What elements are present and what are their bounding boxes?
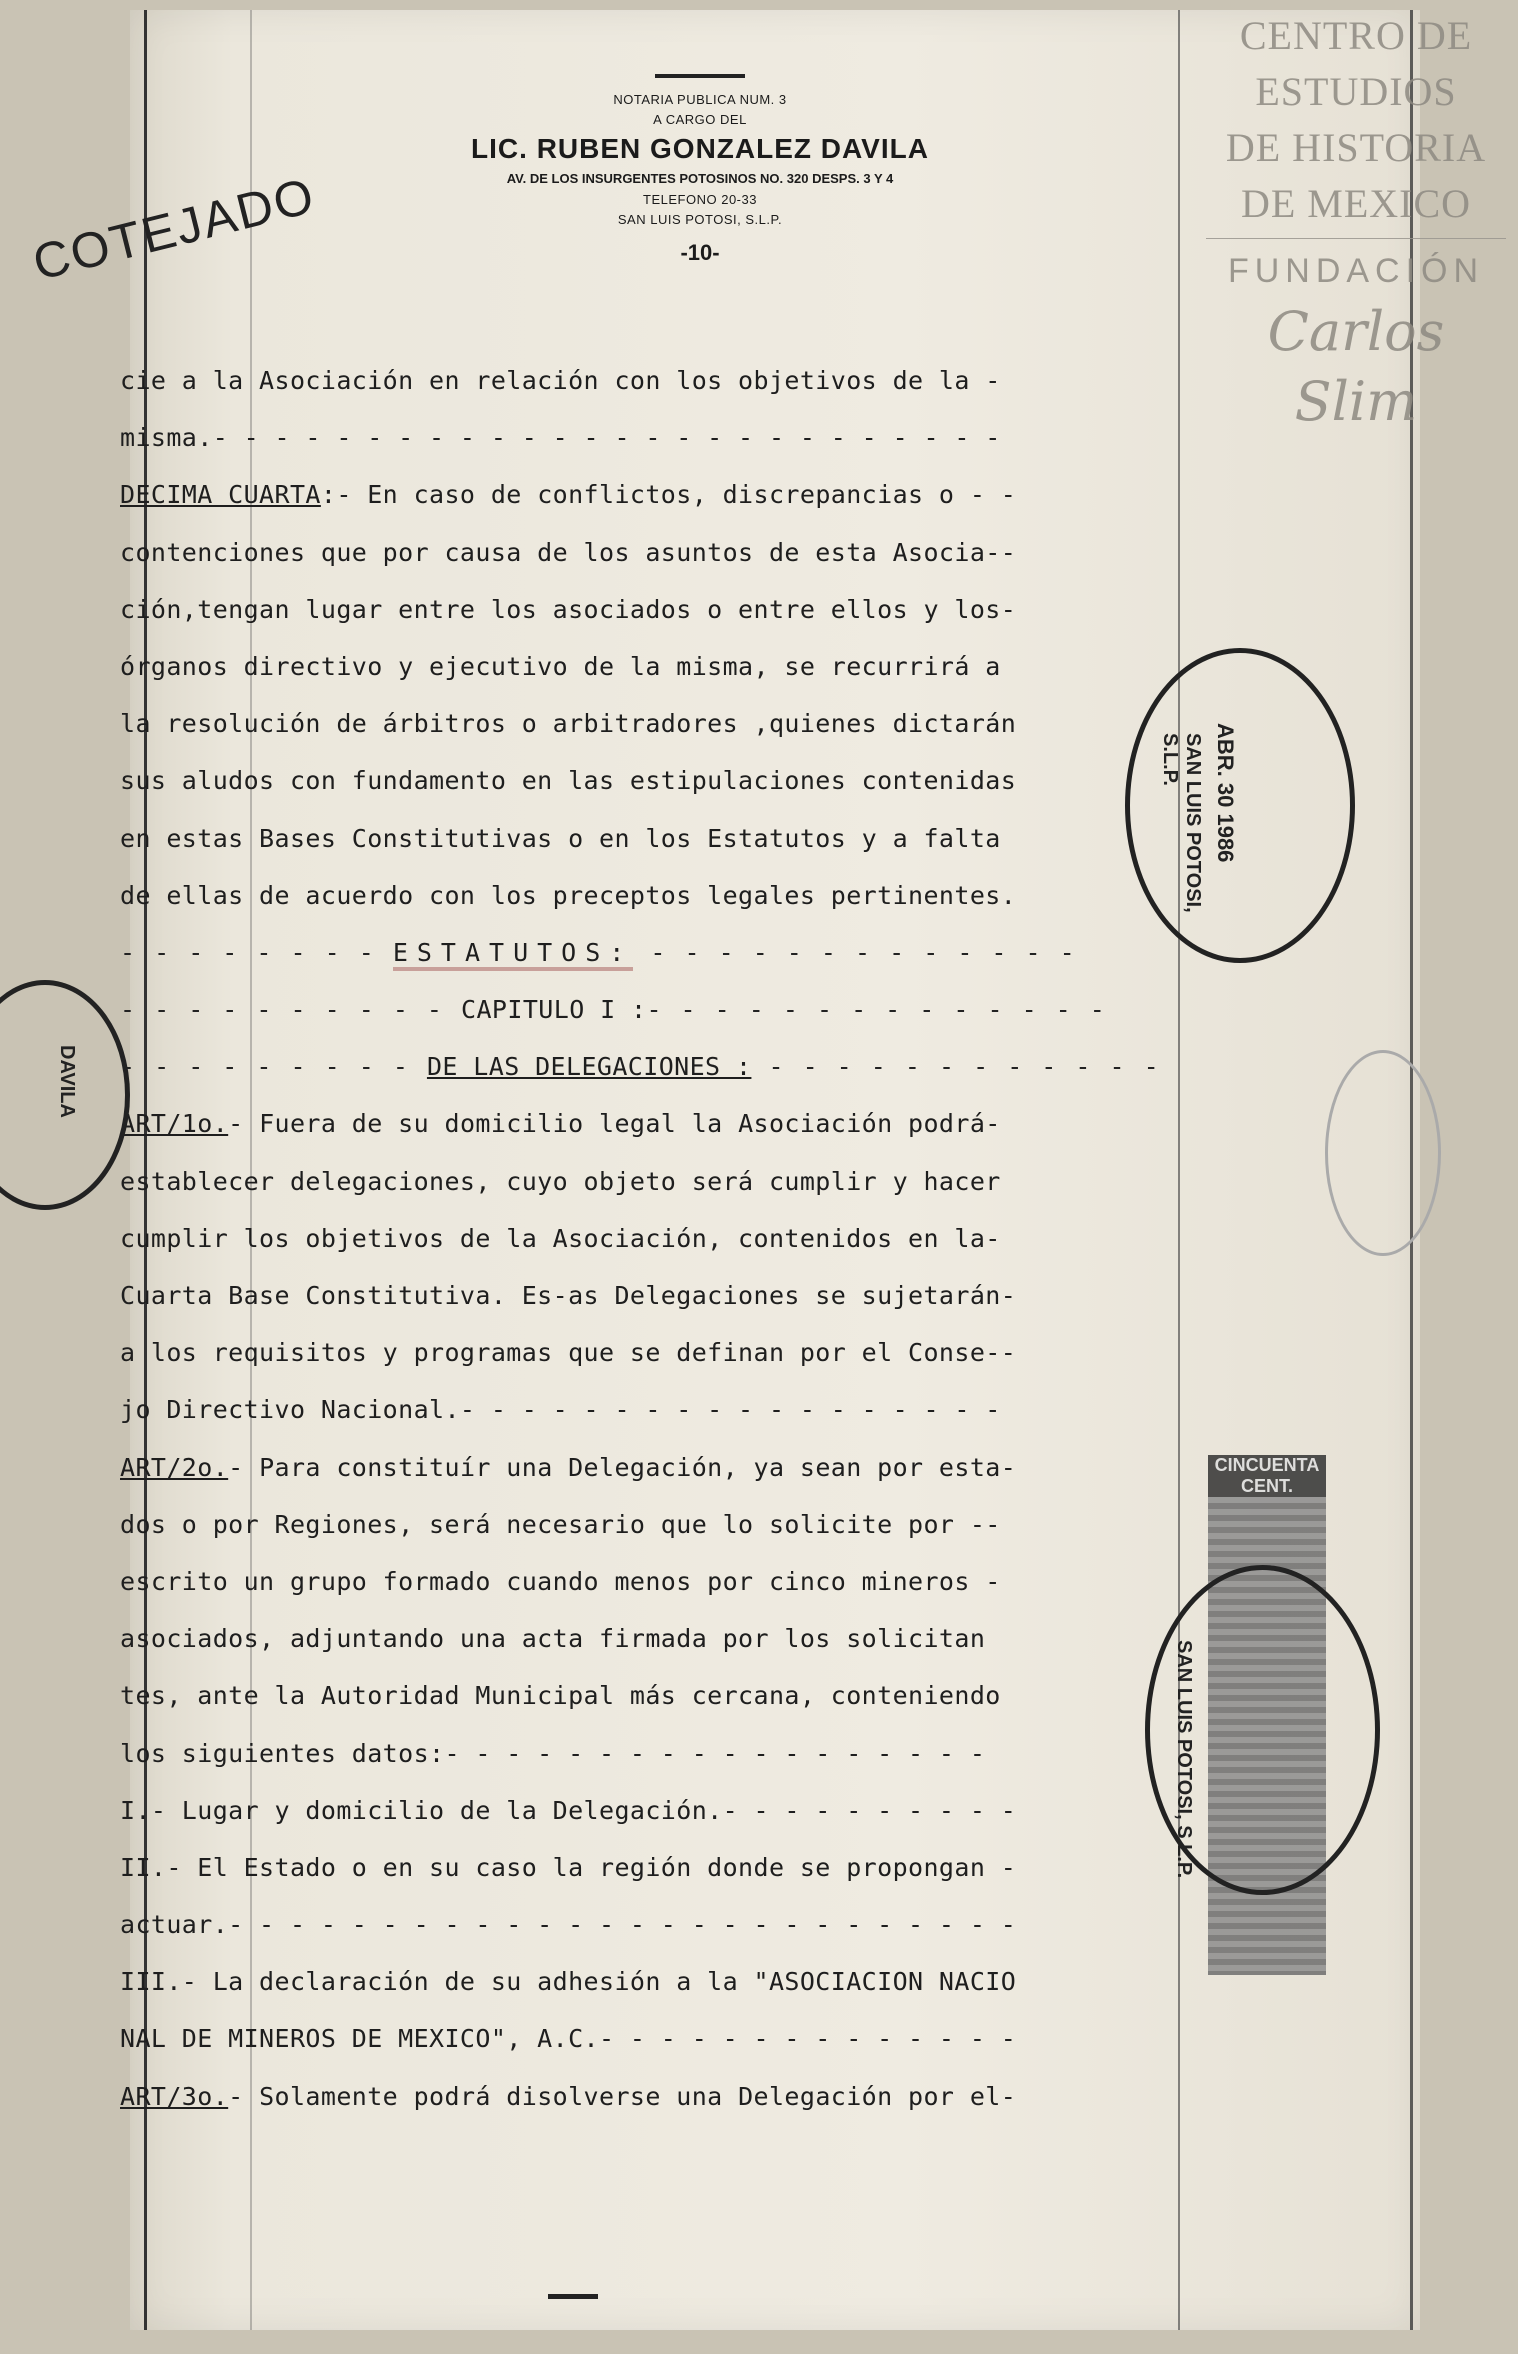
watermark-line: DE HISTORIA <box>1225 125 1487 170</box>
text-line: NAL DE MINEROS DE MEXICO", A.C.- - - - - - - - - - - - - - <box>120 2024 1017 2054</box>
text-line: la resolución de árbitros o arbitradores ,quienes dictarán <box>120 709 1017 739</box>
notary-name: LIC. RUBEN GONZALEZ DAVILA <box>471 133 929 164</box>
revenue-stamp-label: CINCUENTA CENT. <box>1208 1455 1326 1497</box>
estatutos-label: ESTATUTOS: <box>393 938 634 971</box>
watermark-line: CENTRO DE <box>1239 13 1473 58</box>
text-line: establecer delegaciones, cuyo objeto será cumplir y hacer <box>120 1166 1001 1196</box>
text-line: dos o por Regiones, será necesario que lo solicite por -- <box>120 1509 1001 1539</box>
notary-address: AV. DE LOS INSURGENTES POTOSINOS NO. 320 DESPS. 3 Y 4 <box>506 171 894 186</box>
notary-phone: TELEFONO 20-33 <box>643 192 757 207</box>
text-line: en estas Bases Constitutivas o en los Estatutos y a falta <box>120 823 1001 853</box>
dash-fill: - - - - - - - - <box>120 937 393 967</box>
notary-in-charge: A CARGO DEL <box>653 112 747 127</box>
article-text: - Fuera de su domicilio legal la Asociación podrá- <box>228 1109 1001 1139</box>
dash-fill: - - - - - - - - - - - - - <box>633 937 1077 967</box>
article-text: - Para constituír una Delegación, ya sean por esta- <box>228 1452 1017 1482</box>
text-line: ción,tengan lugar entre los asociados o entre ellos y los- <box>120 594 1017 624</box>
text-line <box>120 1095 1180 1152</box>
text-line: misma.- - - - - - - - - - - - - - - - - - - - - - - - - - <box>120 423 1001 453</box>
dash-fill: - - - - - - - - - <box>120 1052 427 1082</box>
notary-office: NOTARIA PUBLICA NUM. 3 <box>613 92 787 107</box>
text-line: jo Directivo Nacional.- - - - - - - - - - - - - - - - - - <box>120 1395 1001 1425</box>
page-number: -10- <box>680 240 720 265</box>
text-line: sus aludos con fundamento en las estipulaciones contenidas <box>120 766 1017 796</box>
watermark-signature: Carlos Slim <box>1267 300 1445 433</box>
text-line: cie a la Asociación en relación con los objetivos de la - <box>120 366 1001 395</box>
text-line: los siguientes datos:- - - - - - - - - - - - - - - - - - <box>120 1738 986 1768</box>
watermark-line: DE MEXICO <box>1240 181 1472 226</box>
estatutos-title <box>393 938 634 971</box>
document-body <box>120 352 1180 2125</box>
letterhead-rule <box>655 74 745 78</box>
clause-text: :- En caso de conflictos, discrepancias o - - <box>320 480 1017 510</box>
notary-seal-top-right <box>1125 648 1355 963</box>
text-line: Cuarta Base Constitutiva. Es-as Delegaciones se sujetarán- <box>120 1281 1017 1310</box>
chapter-subheading <box>120 1038 1180 1095</box>
text-line: III.- La declaración de su adhesión a la "ASOCIACION NACIO <box>120 1967 1017 1997</box>
text-line: a los requisitos y programas que se definan por el Conse-- <box>120 1338 1017 1368</box>
text-line: II.- El Estado o en su caso la región donde se propongan - <box>120 1852 1017 1882</box>
article-heading: ART/1o. <box>120 1109 229 1139</box>
text-line: asociados, adjuntando una acta firmada por los solicitan <box>120 1624 986 1654</box>
text-line: de ellas de acuerdo con los preceptos legales pertinentes. <box>120 880 1017 910</box>
text-line <box>120 2068 1180 2125</box>
text-line: I.- Lugar y domicilio de la Delegación.- - - - - - - - - - <box>120 1795 1017 1825</box>
cotejado-stamp: COTEJADO <box>27 166 321 292</box>
text-line: tes, ante la Autoridad Municipal más cercana, conteniendo <box>120 1681 1001 1711</box>
seal-text: SAN LUIS POTOSI, S.L.P. <box>1159 733 1204 913</box>
article-text: - Solamente podrá disolverse una Delegación por el- <box>228 2081 1017 2111</box>
watermark <box>1206 8 1506 437</box>
dash-fill: - - - - - - - - - - <box>120 995 462 1025</box>
notary-seal-bottom-right <box>1145 1565 1380 1895</box>
dash-fill: - - - - - - - - - - - - - - <box>646 995 1107 1025</box>
section-heading <box>120 924 1180 981</box>
bottom-rule <box>548 2294 598 2299</box>
clause-heading: DECIMA CUARTA <box>120 480 321 510</box>
text-line <box>120 466 1180 523</box>
faint-seal-right <box>1325 1050 1441 1256</box>
dash-fill: - - - - - - - - - - - - <box>751 1052 1161 1082</box>
notary-seal-left <box>0 980 130 1210</box>
seal-text: SAN LUIS POTOSI, S.L.P. <box>1173 1640 1195 1879</box>
text-line <box>120 1439 1180 1496</box>
notary-city: SAN LUIS POTOSI, S.L.P. <box>617 212 783 227</box>
chapter-title: CAPITULO I : <box>461 995 647 1025</box>
text-line: contenciones que por causa de los asuntos de esta Asocia-- <box>120 537 1017 567</box>
text-line: cumplir los objetivos de la Asociación, contenidos en la- <box>120 1223 1001 1253</box>
seal-date: ABR. 30 1986 <box>1213 723 1238 863</box>
text-line: escrito un grupo formado cuando menos por cinco mineros - <box>120 1566 1001 1596</box>
text-line: órganos directivo y ejecutivo de la misma, se recurrirá a <box>120 651 1001 681</box>
chapter-subtitle: DE LAS DELEGACIONES : <box>426 1052 752 1082</box>
watermark-rule <box>1206 238 1506 239</box>
seal-text: DAVILA <box>56 1045 78 1118</box>
chapter-heading <box>120 981 1180 1038</box>
watermark-line: ESTUDIOS <box>1255 69 1457 114</box>
article-heading: ART/2o. <box>120 1452 229 1482</box>
article-heading: ART/3o. <box>120 2081 229 2111</box>
text-line: actuar.- - - - - - - - - - - - - - - - - - - - - - - - - - <box>120 1910 1017 1940</box>
notary-letterhead <box>400 60 1000 266</box>
watermark-foundation: FUNDACIÓN <box>1227 252 1485 290</box>
